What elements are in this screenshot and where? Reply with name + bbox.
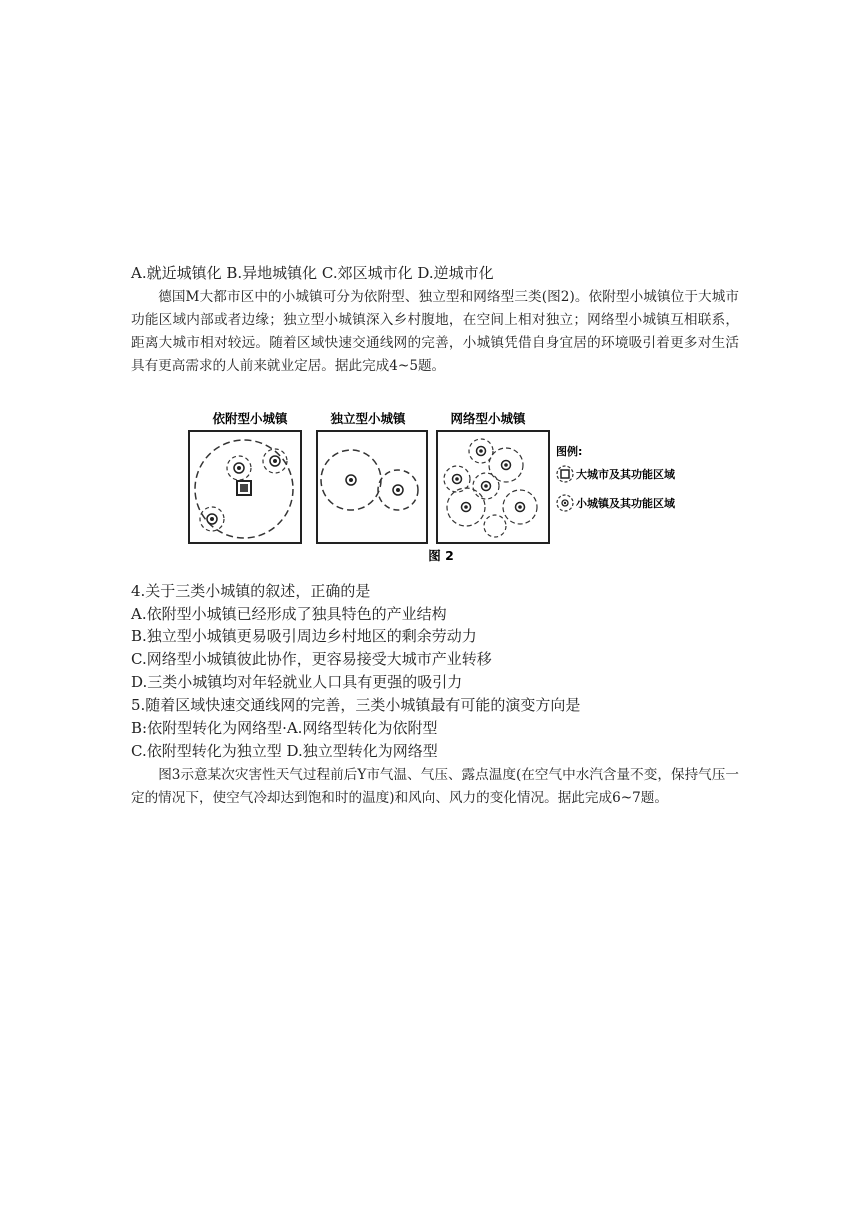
town-dot <box>396 488 400 492</box>
q5-options-line-1: B:依附型转化为网络型·A.网络型转化为依附型 <box>131 719 438 737</box>
q3-options: A.就近城镇化 B.异地城镇化 C.郊区城市化 D.逆城市化 <box>131 264 494 282</box>
town-area <box>484 515 506 537</box>
town-dot <box>479 449 483 453</box>
town-dot <box>518 505 522 509</box>
panel-title-independent: 独立型小城镇 <box>330 411 406 426</box>
town-dot <box>484 484 488 488</box>
town-dot <box>237 466 241 470</box>
q4-option-d: D.三类小城镇均对年轻就业人口具有更强的吸引力 <box>131 673 463 691</box>
panel-title-dependent: 依附型小城镇 <box>212 411 288 426</box>
panel-title-network: 网络型小城镇 <box>450 411 526 426</box>
big-city-core <box>240 484 248 492</box>
q5-options-line-2: C.依附型转化为独立型 D.独立型转化为网络型 <box>131 742 438 760</box>
q4-option-a: A.依附型小城镇已经形成了独具特色的产业结构 <box>131 605 447 623</box>
figure-caption: 图 2 <box>428 548 454 563</box>
town-dot <box>349 478 353 482</box>
passage-1: 德国M大都市区中的小城镇可分为依附型、独立型和网络型三类(图2)。依附型小城镇位于大城市功能区域内部或者边缘；独立型小城镇深入乡村腹地，在空间上相对独立；网络型小城镇互相联系，距离大城市相对较远。随着区域快速交通线网的完善，小城镇凭借自身宜居的环境吸引着更多对生活具有更高需求的人前来就业定居。据此完成4~5题。 <box>131 289 739 374</box>
legend-title: 图例: <box>556 445 583 458</box>
town-dot <box>210 517 214 521</box>
q4-option-b: B.独立型小城镇更易吸引周边乡村地区的剩余劳动力 <box>131 627 477 645</box>
q5-stem: 5.随着区域快速交通线网的完善，三类小城镇最有可能的演变方向是 <box>131 696 581 714</box>
figure-2 <box>176 407 692 567</box>
panel-frame-independent <box>317 431 427 543</box>
legend-town-dot <box>564 502 566 504</box>
town-dot <box>504 463 508 467</box>
town-dot <box>273 459 277 463</box>
legend-town-label: 小城镇及其功能区域 <box>576 497 675 510</box>
town-dot <box>455 477 459 481</box>
passage-2: 图3示意某次灾害性天气过程前后Y市气温、气压、露点温度(在空气中水汽含量不变，保持气压一定的情况下，使空气冷却达到饱和时的温度)和风向、风力的变化情况。据此完成6~7题。 <box>131 767 739 806</box>
q4-option-c: C.网络型小城镇彼此协作，更容易接受大城市产业转移 <box>131 650 492 668</box>
figure-2-diagram <box>176 407 692 567</box>
q4-stem: 4.关于三类小城镇的叙述，正确的是 <box>131 582 371 600</box>
legend-big-city-icon <box>561 470 569 478</box>
town-dot <box>464 505 468 509</box>
legend-big-city-label: 大城市及其功能区域 <box>576 468 675 481</box>
